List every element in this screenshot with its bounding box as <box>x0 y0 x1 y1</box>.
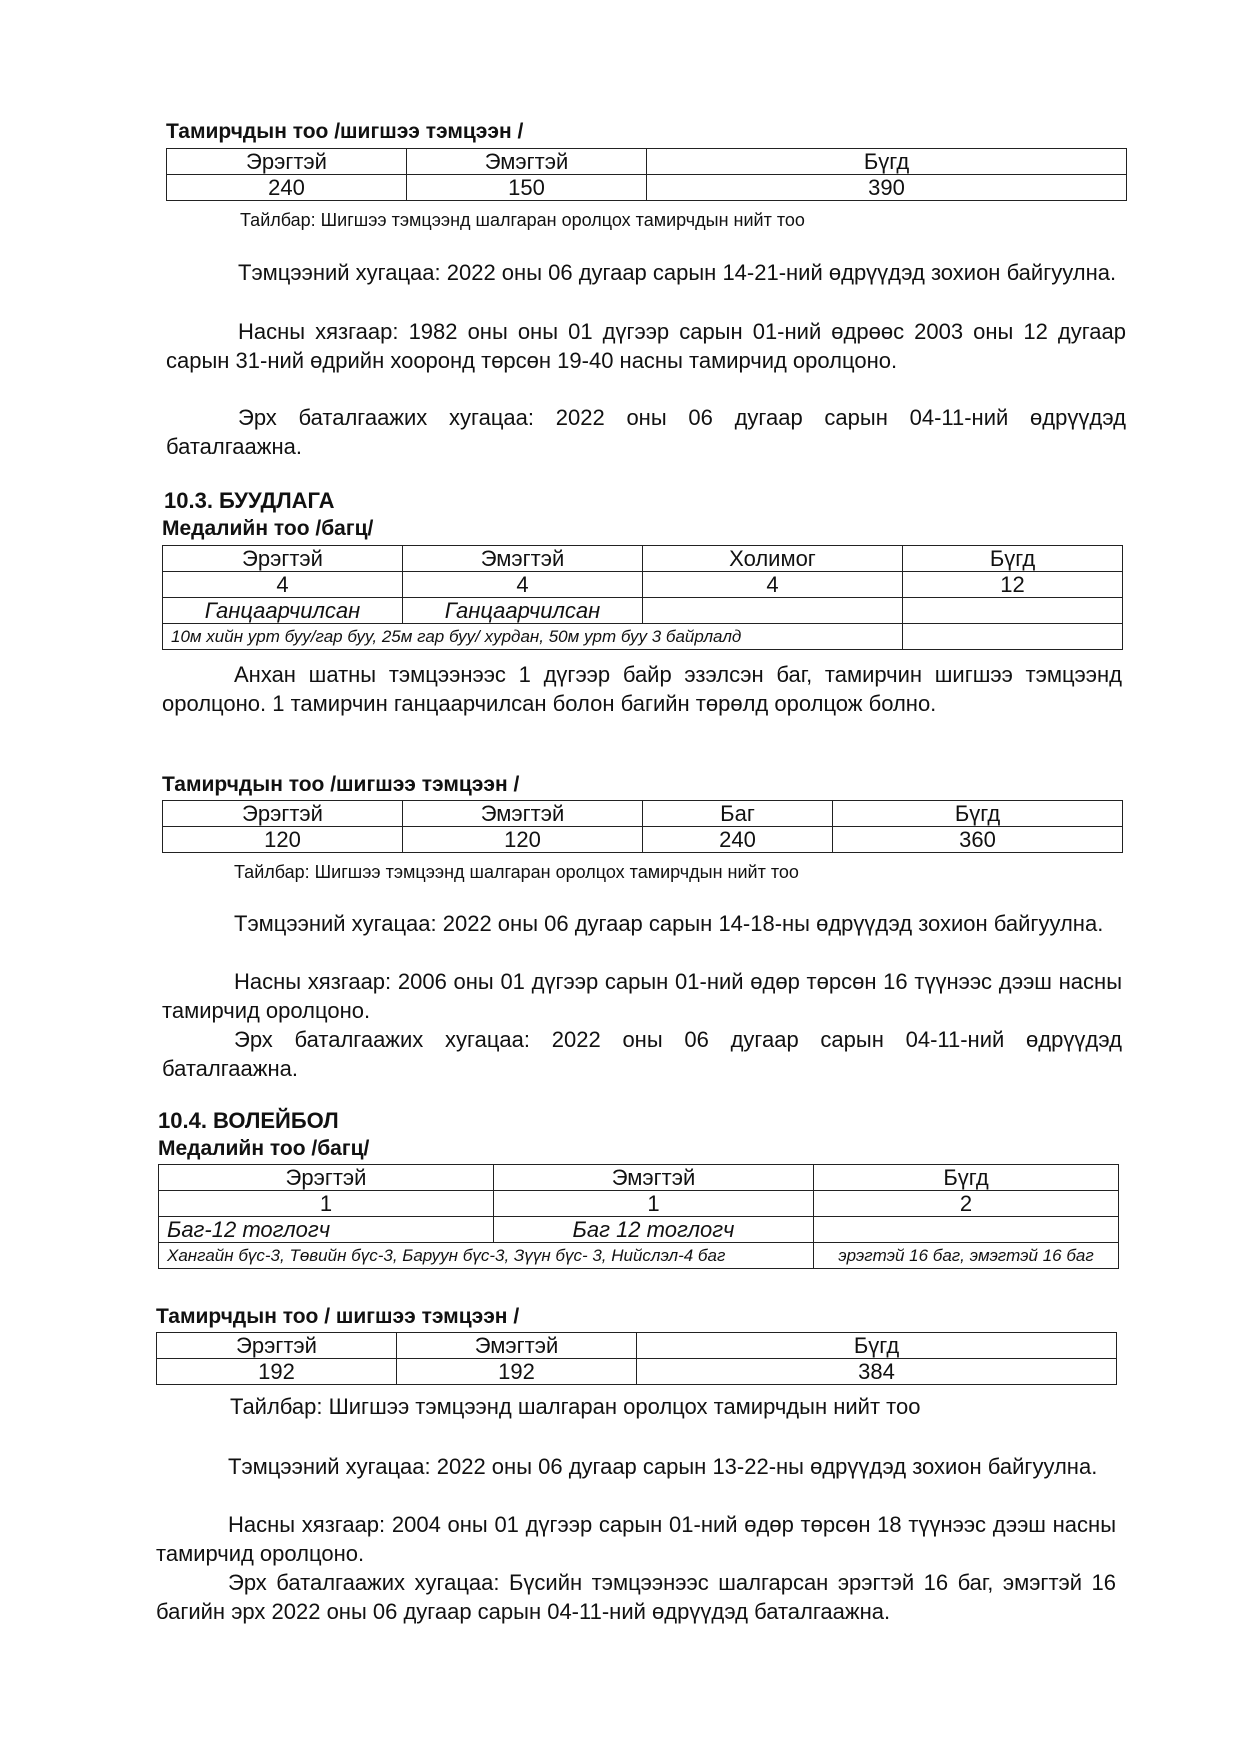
table-cell: 1 <box>494 1191 814 1217</box>
table-row <box>157 1359 1117 1385</box>
table-cell <box>643 598 903 624</box>
medal-title-shooting: Медалийн тоо /багц/ <box>162 517 374 540</box>
medal-title-volleyball: Медалийн тоо /багц/ <box>158 1137 370 1160</box>
paragraph-rights-shooting: Эрх баталгаажих хугацаа: 2022 оны 06 дугаар сарын 04-11-ний өдрүүдэд баталгаажна. <box>162 1027 1122 1081</box>
table-note-1: Тайлбар: Шигшээ тэмцээнд шалгаран оролцох тамирчдын нийт тоо <box>240 210 805 230</box>
paragraph-age-volleyball: Насны хязгаар: 2004 оны 01 дүгээр сарын 01-ний өдөр төрсөн 18 түүнээс дээш насны тамирчид оролцоно. <box>156 1512 1116 1566</box>
table-cell: 120 <box>403 827 643 853</box>
table-header-cell: Эрэгтэй <box>159 1165 494 1191</box>
table-header-cell: Эрэгтэй <box>163 546 403 572</box>
table-cell: 2 <box>814 1191 1119 1217</box>
table-header-cell: Эмэгтэй <box>494 1165 814 1191</box>
table-cell: 240 <box>643 827 833 853</box>
table-cell: 4 <box>163 572 403 598</box>
athletes-title-volleyball: Тамирчдын тоо / шигшээ тэмцээн / <box>156 1305 520 1328</box>
paragraph-rights-1: Эрх баталгаажих хугацаа: 2022 оны 06 дугаар сарын 04-11-ний өдрүүдэд баталгаажна. <box>166 405 1126 459</box>
table-header-cell: Бүгд <box>637 1333 1117 1359</box>
table-row <box>159 1165 1119 1191</box>
athletes-table-1 <box>166 148 1127 201</box>
table-row <box>163 598 1123 624</box>
table-row <box>163 546 1123 572</box>
section-heading-volleyball: 10.4. ВОЛЕЙБОЛ <box>158 1108 339 1133</box>
medal-table-shooting <box>162 545 1123 650</box>
table-row <box>163 572 1123 598</box>
table-header-cell: Холимог <box>643 546 903 572</box>
table-row <box>157 1333 1117 1359</box>
table-cell: Ганцаарчилсан <box>403 598 643 624</box>
table-cell: 4 <box>643 572 903 598</box>
table-row <box>163 624 1123 650</box>
table-cell: эрэгтэй 16 баг, эмэгтэй 16 баг <box>814 1243 1119 1269</box>
paragraph-rights-volleyball: Эрх баталгаажих хугацаа: Бүсийн тэмцээнээс шалгарсан эрэгтэй 16 баг, эмэгтэй 16 багийн эрх 2022 оны 06 дугаар сарын 04-11-ний өдрүүдэд баталгаажна. <box>156 1570 1116 1624</box>
table-cell: 10м хийн урт буу/гар буу, 25м гар буу/ хурдан, 50м урт буу 3 байрлалд <box>163 624 903 650</box>
table-cell <box>814 1217 1119 1243</box>
table-cell: 120 <box>163 827 403 853</box>
paragraph-age-shooting: Насны хязгаар: 2006 оны 01 дүгээр сарын 01-ний өдөр төрсөн 16 түүнээс дээш насны тамирчид оролцоно. <box>162 969 1122 1023</box>
table-row <box>159 1191 1119 1217</box>
medal-table-volleyball <box>158 1164 1119 1269</box>
table-header-cell: Эрэгтэй <box>167 149 407 175</box>
table-header-cell: Эмэгтэй <box>403 801 643 827</box>
table-cell: Ганцаарчилсан <box>163 598 403 624</box>
table-cell: 150 <box>407 175 647 201</box>
paragraph-duration-volleyball: Тэмцээний хугацаа: 2022 оны 06 дугаар сарын 13-22-ны өдрүүдэд зохион байгуулна. <box>228 1454 1098 1479</box>
table-header-cell: Бүгд <box>833 801 1123 827</box>
table-cell: Баг-12 тоглогч <box>159 1217 494 1243</box>
athletes-table-volleyball <box>156 1332 1117 1385</box>
paragraph-qualification-shooting: Анхан шатны тэмцээнээс 1 дүгээр байр эзэлсэн баг, тамирчин шигшээ тэмцээнд оролцоно. 1 тамирчин ганцаарчилсан болон багийн төрөлд оролцож болно. <box>162 662 1122 716</box>
athletes-title-shooting: Тамирчдын тоо /шигшээ тэмцээн / <box>162 773 520 796</box>
paragraph-duration-shooting: Тэмцээний хугацаа: 2022 оны 06 дугаар сарын 14-18-ны өдрүүдэд зохион байгуулна. <box>234 911 1104 936</box>
table-row <box>159 1243 1119 1269</box>
table-cell: 4 <box>403 572 643 598</box>
table-cell: 240 <box>167 175 407 201</box>
table-header-cell: Бүгд <box>814 1165 1119 1191</box>
table-header-cell: Эрэгтэй <box>163 801 403 827</box>
athletes-title-1: Тамирчдын тоо /шигшээ тэмцээн / <box>166 120 524 143</box>
table-row <box>167 175 1127 201</box>
section-heading-shooting: 10.3. БУУДЛАГА <box>164 488 335 513</box>
table-cell: 192 <box>157 1359 397 1385</box>
athletes-table-shooting <box>162 800 1123 853</box>
table-header-cell: Эмэгтэй <box>403 546 643 572</box>
table-cell: 12 <box>903 572 1123 598</box>
table-header-cell: Эмэгтэй <box>407 149 647 175</box>
table-note-shooting: Тайлбар: Шигшээ тэмцээнд шалгаран оролцох тамирчдын нийт тоо <box>234 862 799 882</box>
table-cell: 1 <box>159 1191 494 1217</box>
paragraph-age-1: Насны хязгаар: 1982 оны оны 01 дүгээр сарын 01-ний өдрөөс 2003 оны 12 дугаар сарын 31-ний өдрийн хооронд төрсөн 19-40 насны тамирчид оролцоно. <box>166 319 1126 373</box>
table-header-cell: Баг <box>643 801 833 827</box>
table-header-cell: Эмэгтэй <box>397 1333 637 1359</box>
table-row <box>163 827 1123 853</box>
table-row <box>167 149 1127 175</box>
table-header-cell: Бүгд <box>903 546 1123 572</box>
table-note-volleyball: Тайлбар: Шигшээ тэмцээнд шалгаран оролцох тамирчдын нийт тоо <box>230 1394 921 1419</box>
table-cell: 390 <box>647 175 1127 201</box>
paragraph-duration-1: Тэмцээний хугацаа: 2022 оны 06 дугаар сарын 14-21-ний өдрүүдэд зохион байгуулна. <box>238 260 1117 285</box>
table-row <box>163 801 1123 827</box>
table-cell: Баг 12 тоглогч <box>494 1217 814 1243</box>
table-cell: 360 <box>833 827 1123 853</box>
table-row <box>159 1217 1119 1243</box>
table-cell <box>903 624 1123 650</box>
table-cell: 384 <box>637 1359 1117 1385</box>
table-header-cell: Бүгд <box>647 149 1127 175</box>
table-cell <box>903 598 1123 624</box>
table-cell: Хангайн бүс-3, Төвийн бүс-3, Баруун бүс-3, Зүүн бүс- 3, Нийслэл-4 баг <box>159 1243 814 1269</box>
table-header-cell: Эрэгтэй <box>157 1333 397 1359</box>
table-cell: 192 <box>397 1359 637 1385</box>
